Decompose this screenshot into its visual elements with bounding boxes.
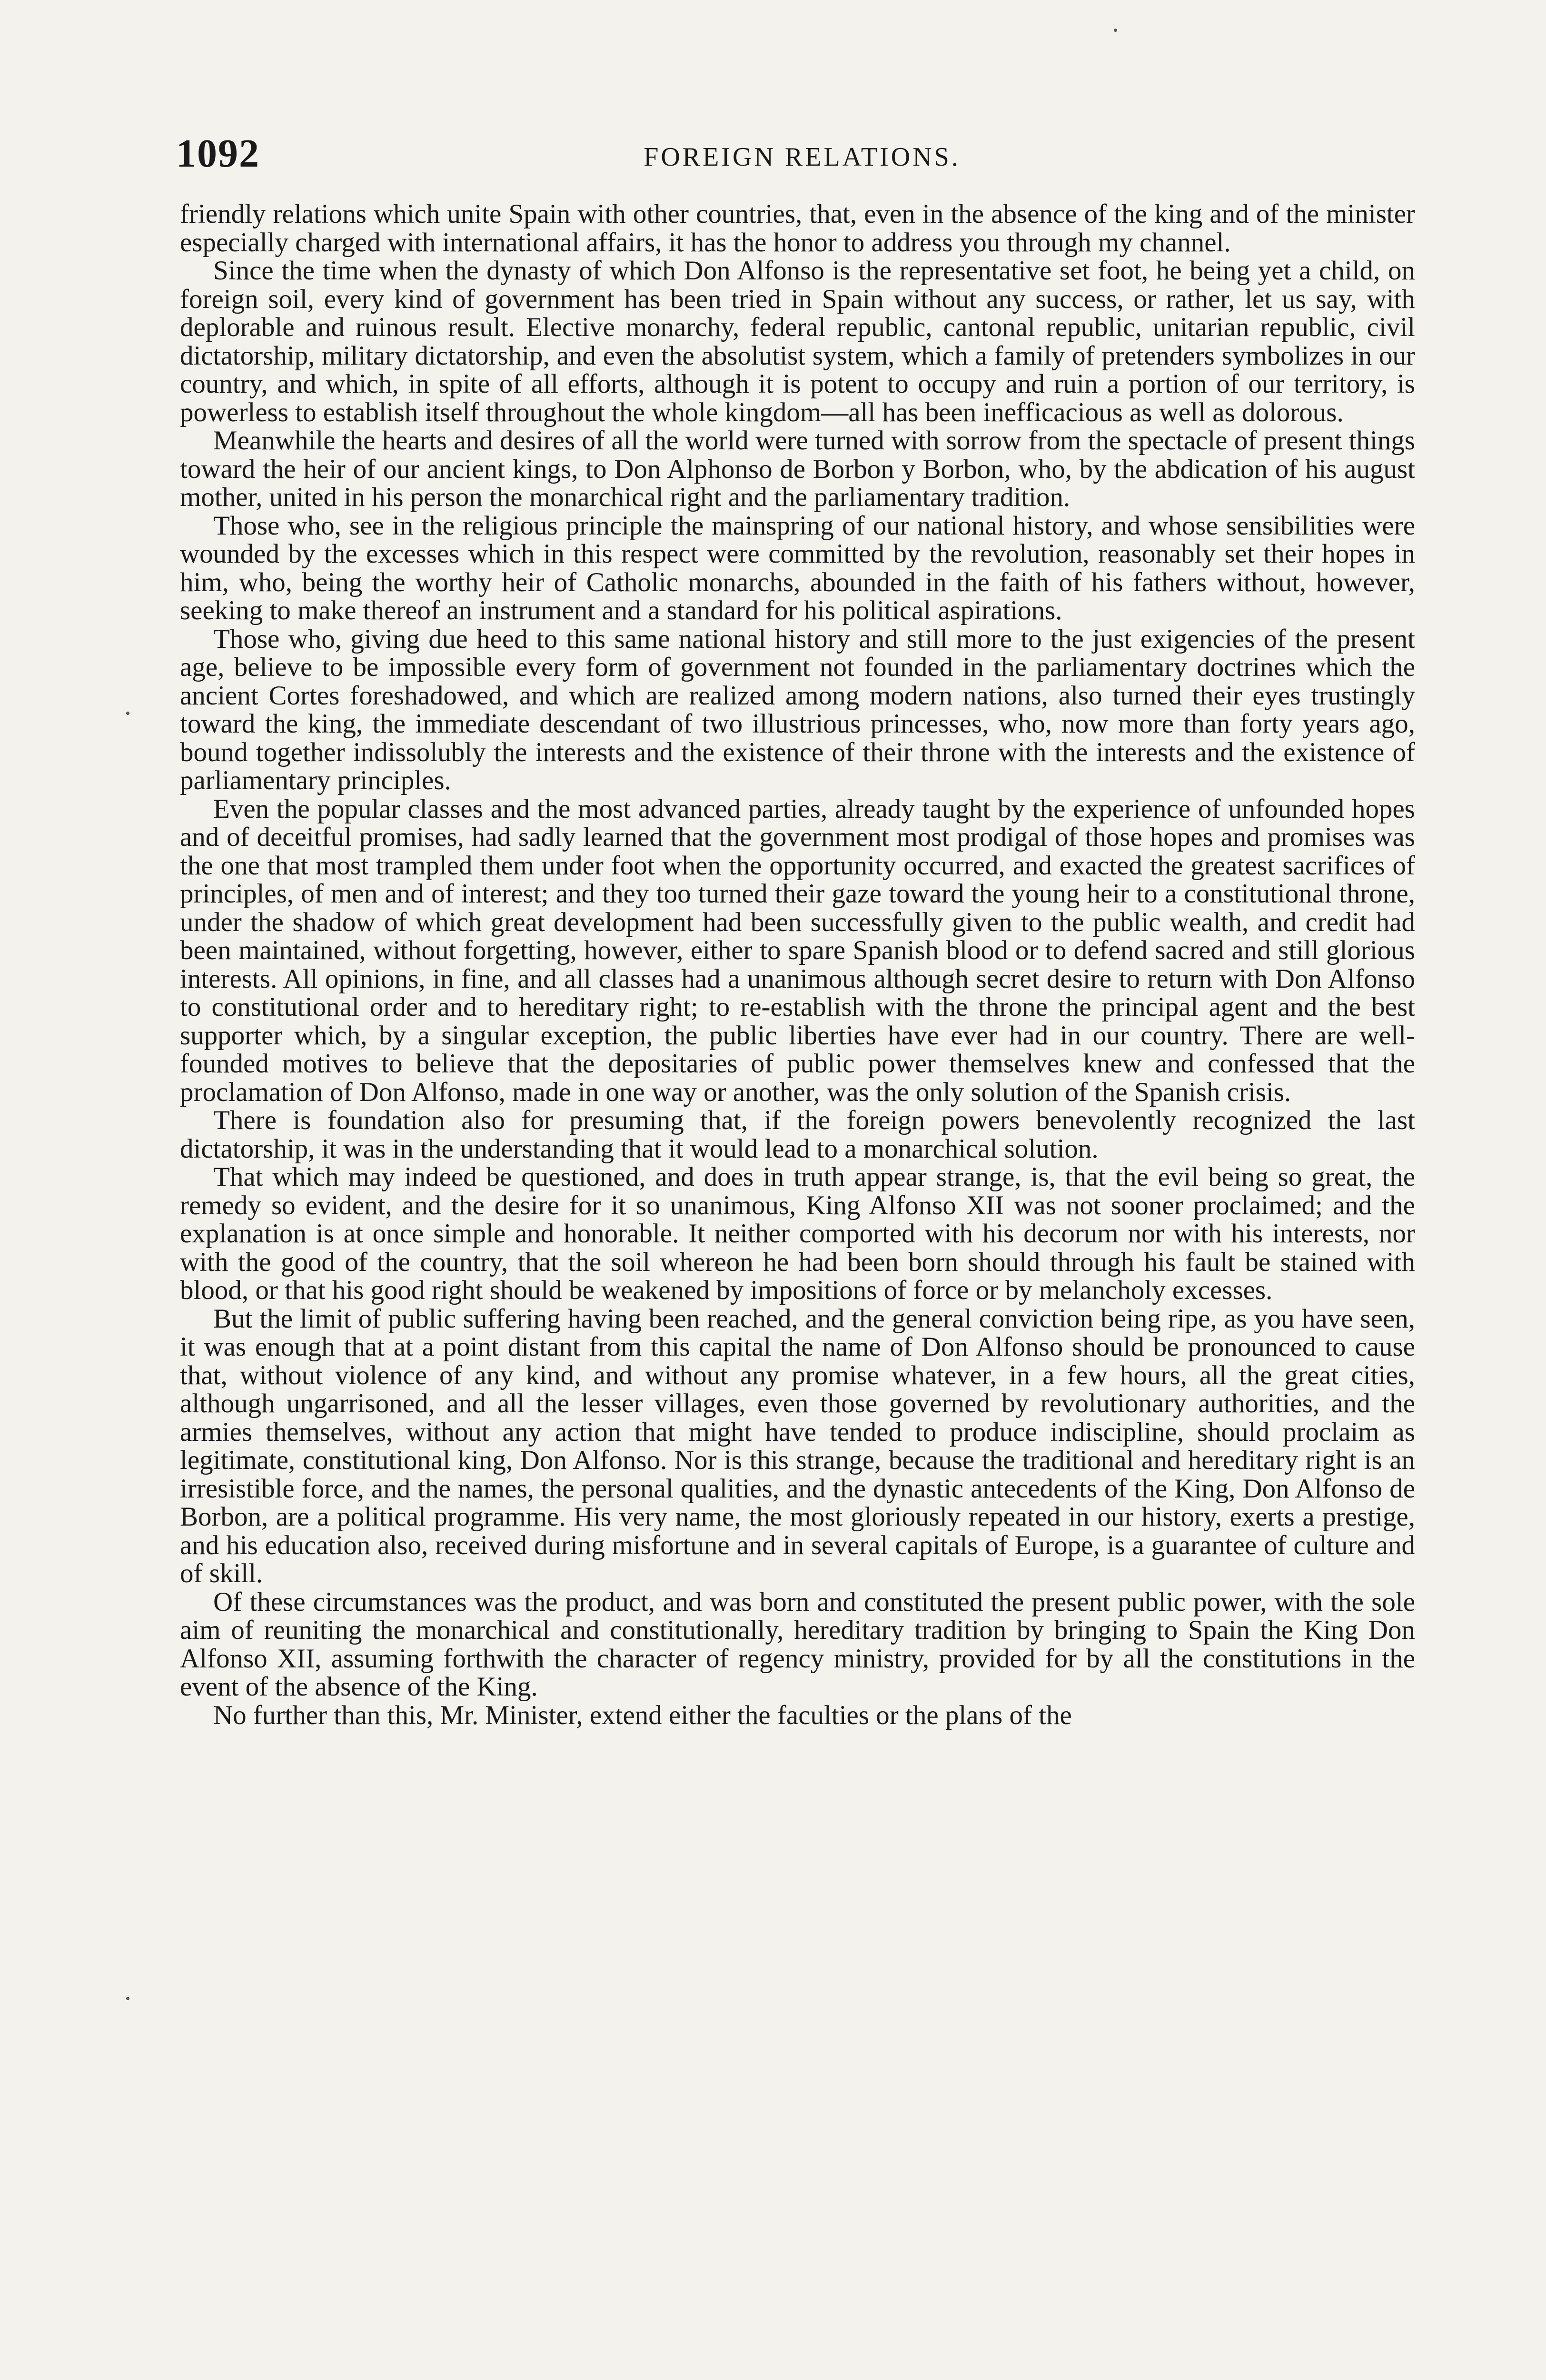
body-text: [180, 200, 1415, 1729]
paragraph: Meanwhile the hearts and desires of all the world were turned with sorrow from the spectacle of present things toward the heir of our ancient kings, to Don Alphonso de Borbon y Borbon, who, by the abdication of his august mother, united in his person the monarchical right and the parliamentary tradition.: [180, 426, 1415, 512]
paragraph: Those who, giving due heed to this same national history and still more to the just exigencies of the present age, believe to be impossible every form of government not founded in the parliamentary doctrines which the ancient Cortes foreshadowed, and which are realized among modern nations, also turned their eyes trustingly toward the king, the immediate descendant of two illustrious princesses, who, now more than forty years ago, bound together indissolubly the interests and the existence of their throne with the interests and the existence of parliamentary principles.: [180, 624, 1415, 795]
paragraph: Since the time when the dynasty of which Don Alfonso is the representative set foot, he being yet a child, on foreign soil, every kind of government has been tried in Spain without any success, or rather, let us say, with deplorable and ruinous result. Elective monarchy, federal republic, cantonal republic, unitarian republic, civil dictatorship, military dictatorship, and even the absolutist system, which a family of pretenders symbolizes in our country, and which, in spite of all efforts, although it is potent to occupy and ruin a portion of our territory, is powerless to establish itself throughout the whole kingdom—all has been inefficacious as well as dolorous.: [180, 256, 1415, 427]
page-header: [176, 128, 1428, 189]
page-number: 1092: [176, 131, 260, 176]
paragraph: friendly relations which unite Spain with other countries, that, even in the absence of the king and of the minister especially charged with international affairs, it has the honor to address you through my channel.: [180, 199, 1415, 258]
paragraph: Those who, see in the religious principle the mainspring of our national history, and whose sensibilities were wounded by the excesses which in this respect were committed by the revolution, reasonably set their hopes in him, who, being the worthy heir of Catholic monarchs, abounded in the faith of his fathers without, however, seeking to make thereof an instrument and a standard for his political aspirations.: [180, 510, 1415, 625]
running-title: FOREIGN RELATIONS.: [644, 142, 961, 172]
paragraph: But the limit of public suffering having been reached, and the general conviction being ripe, as you have seen, it was enough that at a point distant from this capital the name of Don Alfonso should be pronounced to cause that, without violence of any kind, and without any promise whatever, in a few hours, all the great cities, although ungarrisoned, and all the lesser villages, even those governed by revolutionary authorities, and the armies themselves, without any action that might have tended to produce indiscipline, should proclaim as legitimate, constitutional king, Don Alfonso. Nor is this strange, because the traditional and hereditary right is an irresistible force, and the names, the personal qualities, and the dynastic antecedents of the King, Don Alfonso de Borbon, are a political programme. His very name, the most gloriously repeated in our history, exerts a prestige, and his education also, received during misfortune and in several capitals of Europe, is a guarantee of culture and of skill.: [180, 1303, 1415, 1588]
print-speck: [1114, 29, 1117, 32]
paragraph: Of these circumstances was the product, and was born and constituted the present public power, with the sole aim of reuniting the monarchical and constitutionally, hereditary tradition by bringing to Spain the King Don Alfonso XII, assuming forthwith the character of regency ministry, provided for by all the constitutions in the event of the absence of the King.: [180, 1587, 1415, 1702]
print-speck: [126, 712, 129, 715]
paragraph: There is foundation also for presuming that, if the foreign powers benevolently recognized the last dictatorship, it was in the understanding that it would lead to a monarchical solution.: [180, 1105, 1415, 1164]
paragraph: No further than this, Mr. Minister, extend either the faculties or the plans of the: [213, 1700, 1072, 1730]
print-speck: [126, 1997, 129, 2000]
paragraph: Even the popular classes and the most advanced parties, already taught by the experience of unfounded hopes and of deceitful promises, had sadly learned that the government most prodigal of those hopes and promises was the one that most trampled them under foot when the opportunity occurred, and exacted the greatest sacrifices of principles, of men and of interest; and they too turned their gaze toward the young heir to a constitutional throne, under the shadow of which great development had been successfully given to the public wealth, and credit had been maintained, without forgetting, however, either to spare Spanish blood or to defend sacred and still glorious interests. All opinions, in fine, and all classes had a unanimous although secret desire to return with Don Alfonso to constitutional order and to hereditary right; to re-establish with the throne the principal agent and the best supporter which, by a singular exception, the public liberties have ever had in our country. There are well-founded motives to believe that the depositaries of public power themselves knew and confessed that the proclamation of Don Alfonso, made in one way or another, was the only solution of the Spanish crisis.: [180, 793, 1415, 1107]
paragraph: That which may indeed be questioned, and does in truth appear strange, is, that the evil being so great, the remedy so evident, and the desire for it so unanimous, King Alfonso XII was not sooner proclaimed; and the explanation is at once simple and honorable. It neither comported with his decorum nor with his interests, nor with the good of the country, that the soil whereon he had been born should through his fault be stained with blood, or that his good right should be weakened by impositions of force or by melancholy excesses.: [180, 1162, 1415, 1305]
